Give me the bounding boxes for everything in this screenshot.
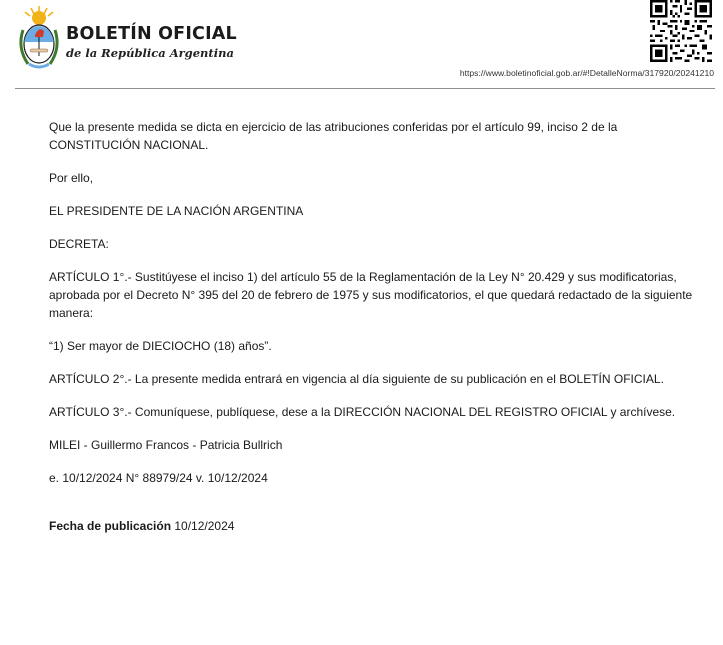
decree-body [49,118,694,550]
paragraph-decreta: DECRETA: [49,237,109,251]
article-2: ARTÍCULO 2°.- La presente medida entrará en vigencia al día siguiente de su publicación en el BOLETÍN OFICIAL. [49,372,664,386]
article-3: ARTÍCULO 3°.- Comuníquese, publíquese, dese a la DIRECCIÓN NACIONAL DEL REGISTRO OFICIAL y archívese. [49,405,676,419]
article-1-quote: “1) Ser mayor de DIECIOCHO (18) años”. [49,339,272,353]
publication-date-line [49,517,694,535]
header-divider [15,88,715,89]
brand-title: BOLETÍN OFICIAL [66,24,237,44]
paragraph-issuer: EL PRESIDENTE DE LA NACIÓN ARGENTINA [49,204,304,218]
brand-subtitle: de la República Argentina [66,46,234,60]
edition-reference: e. 10/12/2024 N° 88979/24 v. 10/12/2024 [49,471,268,485]
article-1: ARTÍCULO 1°.- Sustitúyese el inciso 1) del artículo 55 de la Reglamentación de la Ley N° 20.429 y sus modificatorias, aprobada por el Decreto N° 395 del 20 de febrero de 1975 y sus modificatorios, el que quedará redactado de la siguiente manera: [49,270,693,320]
qr-code-icon [648,0,714,62]
page-header [0,0,723,90]
argentina-coat-of-arms-icon [14,4,64,72]
publication-date-value: 10/12/2024 [174,519,235,533]
paragraph-constitutional-basis: Que la presente medida se dicta en ejercicio de las atribuciones conferidas por el artículo 99, inciso 2 de la CONSTITUCIÓN NACIONAL. [49,120,618,152]
paragraph-por-ello: Por ello, [49,171,94,185]
source-url: https://www.boletinoficial.gob.ar/#!DetalleNorma/317920/20241210 [459,68,714,78]
signatories: MILEI - Guillermo Francos - Patricia Bullrich [49,438,283,452]
publication-date-label: Fecha de publicación [49,519,172,533]
